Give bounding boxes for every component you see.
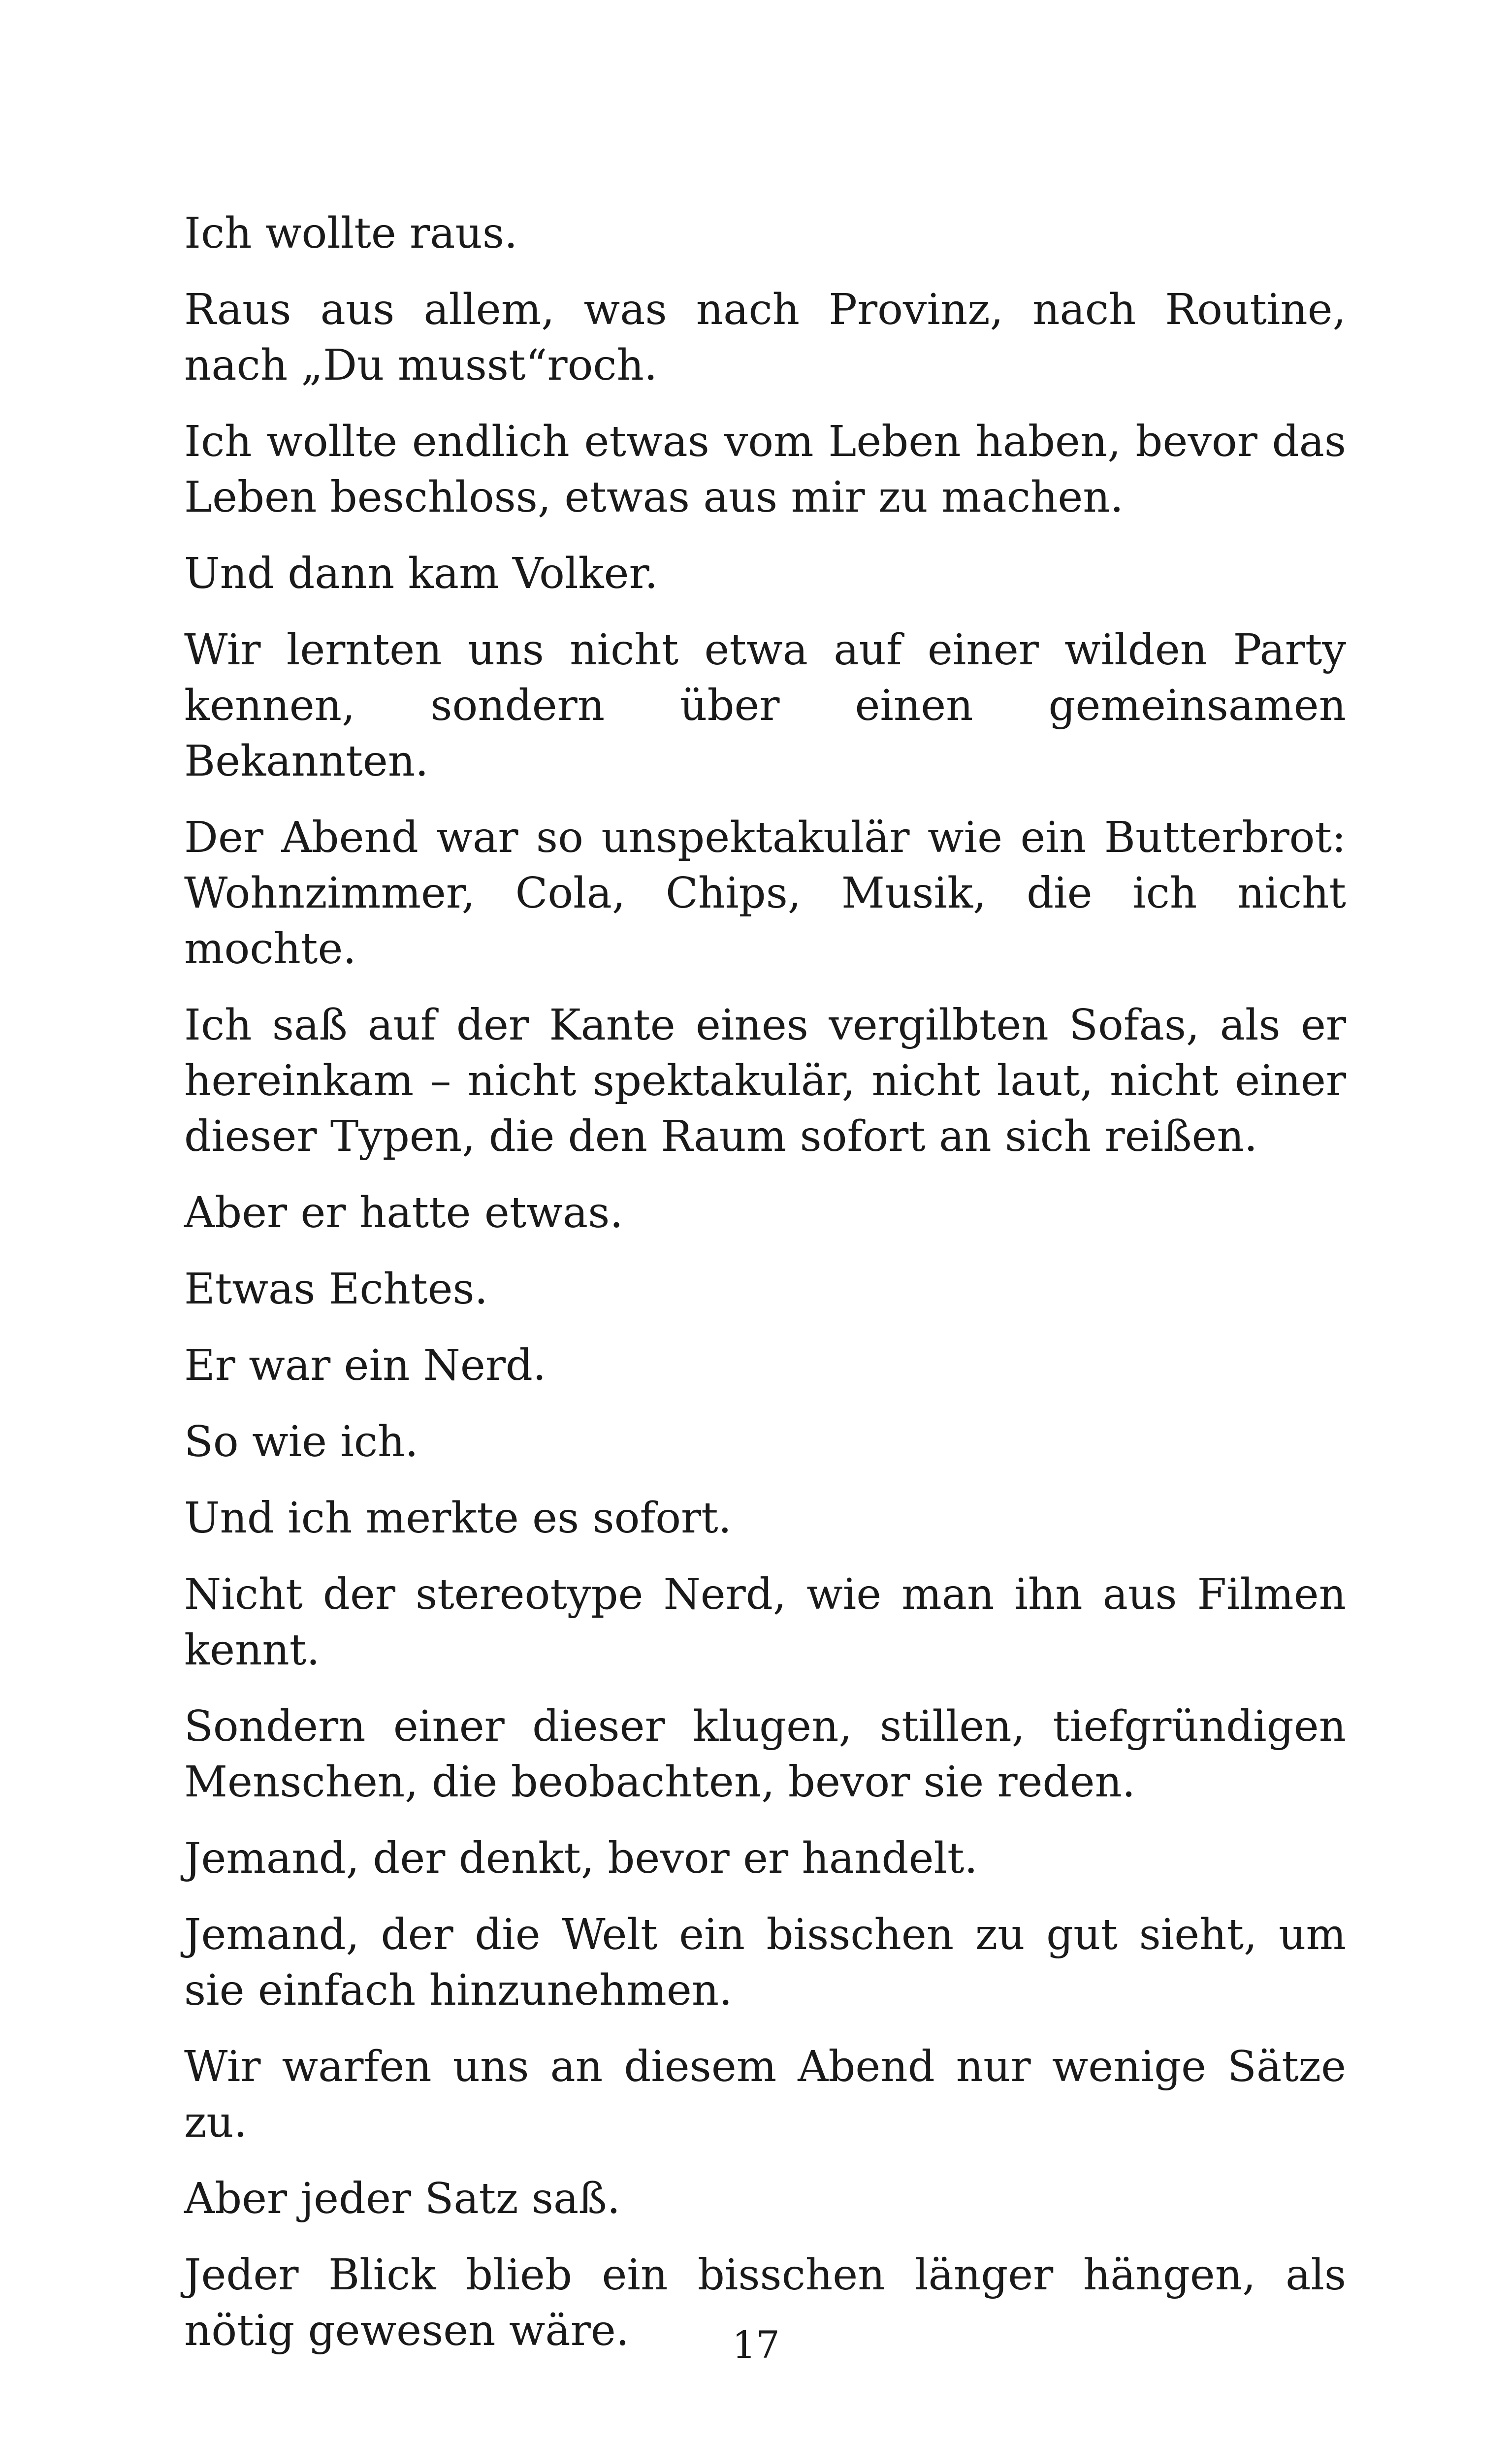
paragraph: Wir lernten uns nicht etwa auf einer wilden Party kennen, sondern über einen gemeinsamen Bekannten.	[184, 625, 1346, 786]
paragraph: Ich saß auf der Kante eines vergilbten Sofas, als er hereinkam – nicht spektakulär, nicht laut, nicht einer dieser Typen, die den Raum sofort an sich reißen.	[184, 1001, 1346, 1161]
paragraph: Und ich merkte es sofort.	[184, 1494, 732, 1543]
page-number: 17	[732, 2323, 780, 2367]
paragraph: Aber jeder Satz saß.	[184, 2174, 621, 2223]
paragraph: Nicht der stereotype Nerd, wie man ihn aus Filmen kennt.	[184, 1570, 1346, 1675]
paragraph: Jemand, der die Welt ein bisschen zu gut sieht, um sie einfach hinzunehmen.	[184, 1910, 1346, 2015]
body-text	[184, 206, 1346, 2379]
paragraph: Der Abend war so unspektakulär wie ein Butterbrot: Wohnzimmer, Cola, Chips, Musik, die ich nicht mochte.	[184, 813, 1346, 974]
paragraph: Ich wollte raus.	[184, 209, 518, 258]
paragraph: Jeder Blick blieb ein bisschen länger hängen, als nötig gewesen wäre.	[184, 2250, 1346, 2355]
paragraph: Ich wollte endlich etwas vom Leben haben, bevor das Leben beschloss, etwas aus mir zu machen.	[184, 417, 1346, 522]
paragraph: Sondern einer dieser klugen, stillen, tiefgründigen Menschen, die beobachten, bevor sie reden.	[184, 1702, 1346, 1807]
paragraph: Etwas Echtes.	[184, 1265, 488, 1314]
paragraph: So wie ich.	[184, 1417, 418, 1466]
paragraph: Und dann kam Volker.	[184, 549, 658, 598]
paragraph: Wir warfen uns an diesem Abend nur wenige Sätze zu.	[184, 2042, 1346, 2147]
paragraph: Er war ein Nerd.	[184, 1341, 547, 1390]
paragraph: Aber er hatte etwas.	[184, 1188, 623, 1238]
paragraph: Raus aus allem, was nach Provinz, nach Routine, nach „Du musst“roch.	[184, 285, 1346, 390]
paragraph: Jemand, der denkt, bevor er handelt.	[184, 1834, 978, 1883]
